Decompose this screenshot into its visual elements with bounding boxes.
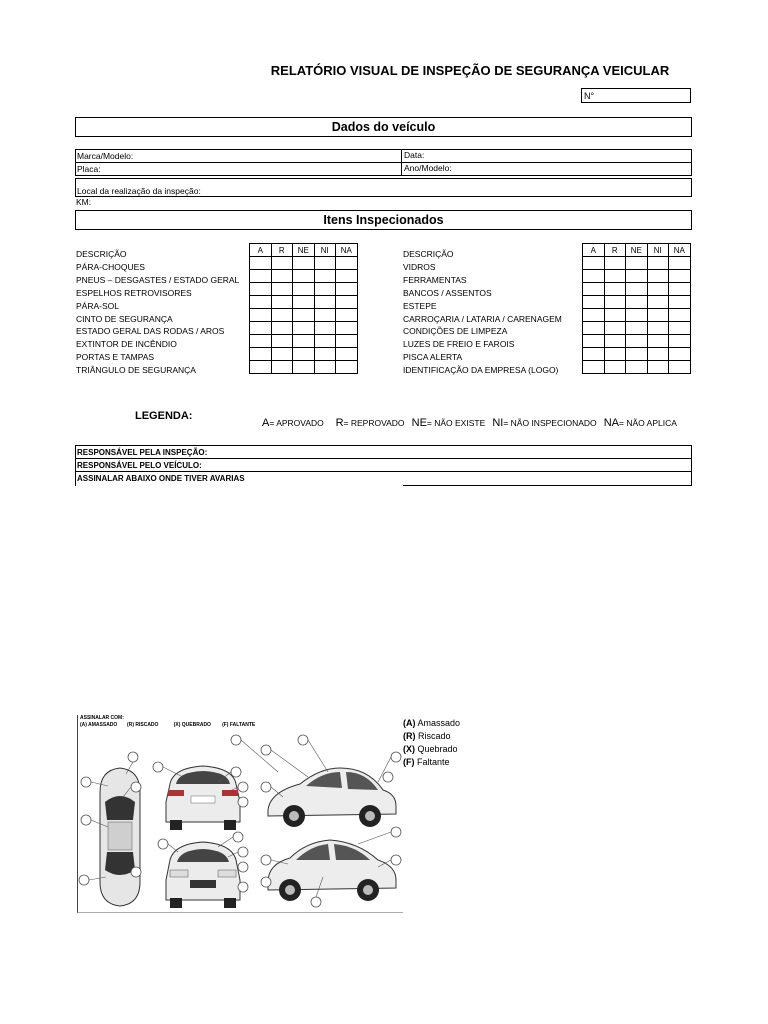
mark-damage-row xyxy=(75,471,692,486)
check-cell[interactable] xyxy=(604,322,626,335)
col-a-header: A xyxy=(583,244,605,257)
damage-key-item xyxy=(403,743,460,756)
check-cell[interactable] xyxy=(271,361,293,374)
check-cell[interactable] xyxy=(669,361,691,374)
check-row xyxy=(583,270,691,283)
check-cell[interactable] xyxy=(583,283,605,296)
check-cell[interactable] xyxy=(583,309,605,322)
plate-label: Placa: xyxy=(77,164,101,174)
check-cell[interactable] xyxy=(271,335,293,348)
check-cell[interactable] xyxy=(626,283,648,296)
check-cell[interactable] xyxy=(583,257,605,270)
damage-key-text: Amassado xyxy=(415,718,461,728)
list-item: PISCA ALERTA xyxy=(403,352,463,363)
check-cell[interactable] xyxy=(250,283,272,296)
check-cell[interactable] xyxy=(314,283,336,296)
check-cell[interactable] xyxy=(293,322,315,335)
list-item: CONDIÇÕES DE LIMPEZA xyxy=(403,326,508,337)
check-cell[interactable] xyxy=(669,335,691,348)
check-cell[interactable] xyxy=(583,348,605,361)
check-cell[interactable] xyxy=(604,283,626,296)
check-cell[interactable] xyxy=(626,296,648,309)
divider-line xyxy=(403,485,692,486)
check-cell[interactable] xyxy=(271,270,293,283)
check-row xyxy=(583,361,691,374)
list-item: ESPELHOS RETROVISORES xyxy=(76,287,192,298)
list-item: ESTEPE xyxy=(403,300,437,311)
check-row xyxy=(250,335,358,348)
check-cell[interactable] xyxy=(271,296,293,309)
report-number-field[interactable]: N° xyxy=(581,88,691,103)
check-cell[interactable] xyxy=(604,348,626,361)
vehicle-section-header: Dados do veículo xyxy=(75,117,692,137)
check-cell[interactable] xyxy=(604,335,626,348)
legend-ni-code: NI xyxy=(492,417,504,429)
legend-label: LEGENDA: xyxy=(135,410,193,422)
check-cell[interactable] xyxy=(336,335,358,348)
check-cell[interactable] xyxy=(336,296,358,309)
check-row xyxy=(583,283,691,296)
check-cell[interactable] xyxy=(669,309,691,322)
check-cell[interactable] xyxy=(336,257,358,270)
check-cell[interactable] xyxy=(314,348,336,361)
legend-ne-code: NE xyxy=(411,417,427,429)
list-item: PORTAS E TAMPAS xyxy=(76,352,155,363)
panel-option: (R) RISCADO xyxy=(127,722,159,728)
check-cell[interactable] xyxy=(626,361,648,374)
check-cell[interactable] xyxy=(626,322,648,335)
check-cell[interactable] xyxy=(604,309,626,322)
check-row xyxy=(583,309,691,322)
list-item: VIDROS xyxy=(403,261,436,272)
check-cell[interactable] xyxy=(626,270,648,283)
check-cell[interactable] xyxy=(314,322,336,335)
check-cell[interactable] xyxy=(293,296,315,309)
check-cell[interactable] xyxy=(314,335,336,348)
list-item: PNEUS – DESGASTES / ESTADO GERAL xyxy=(76,274,240,285)
col-ni-header: NI xyxy=(314,244,336,257)
check-row xyxy=(583,322,691,335)
car-front-view-icon xyxy=(166,842,240,908)
check-cell[interactable] xyxy=(293,348,315,361)
list-item: PÁRA-SOL xyxy=(76,300,119,311)
check-cell[interactable] xyxy=(647,257,669,270)
desc-header-left: DESCRIÇÃO xyxy=(76,249,127,259)
left-check-grid[interactable] xyxy=(249,243,358,374)
check-cell[interactable] xyxy=(293,270,315,283)
col-na-header: NA xyxy=(336,244,358,257)
list-item: TRIÂNGULO DE SEGURANÇA xyxy=(76,365,196,376)
col-r-header: R xyxy=(604,244,626,257)
grid-header-row xyxy=(250,244,358,257)
check-cell[interactable] xyxy=(669,283,691,296)
right-grid-body xyxy=(583,257,691,374)
list-item: FERRAMENTAS xyxy=(403,274,467,285)
left-item-list xyxy=(76,248,239,377)
check-cell[interactable] xyxy=(336,270,358,283)
inspection-location-row[interactable] xyxy=(75,178,692,197)
damage-key-text: Quebrado xyxy=(415,744,458,754)
damage-key-code: (F) xyxy=(403,757,415,767)
col-na-header: NA xyxy=(669,244,691,257)
check-cell[interactable] xyxy=(669,296,691,309)
check-cell[interactable] xyxy=(336,361,358,374)
check-row xyxy=(250,296,358,309)
check-cell[interactable] xyxy=(271,309,293,322)
panel-header: ASSINALAR COM: xyxy=(80,715,124,721)
check-cell[interactable] xyxy=(314,296,336,309)
check-cell[interactable] xyxy=(271,283,293,296)
damage-key-text: Riscado xyxy=(415,731,451,741)
col-ne-header: NE xyxy=(293,244,315,257)
car-diagram[interactable] xyxy=(78,732,403,912)
check-cell[interactable] xyxy=(669,270,691,283)
check-cell[interactable] xyxy=(293,335,315,348)
legend-ni-text: = NÃO INSPECIONADO xyxy=(503,418,597,428)
damage-key-text: Faltante xyxy=(414,757,450,767)
left-grid-body xyxy=(250,257,358,374)
panel-option: (F) FALTANTE xyxy=(222,722,256,728)
responsible-inspection-label: RESPONSÁVEL PELA INSPEÇÃO: xyxy=(77,448,208,457)
check-cell[interactable] xyxy=(604,257,626,270)
legend xyxy=(262,417,677,429)
car-side-view-icon xyxy=(268,768,396,827)
year-model-label: Ano/Modelo: xyxy=(404,163,452,173)
check-cell[interactable] xyxy=(293,309,315,322)
car-rear-view-icon xyxy=(166,766,240,830)
col-r-header: R xyxy=(271,244,293,257)
desc-header-right: DESCRIÇÃO xyxy=(403,249,454,259)
check-cell[interactable] xyxy=(314,270,336,283)
mark-damage-label: ASSINALAR ABAIXO ONDE TIVER AVARIAS xyxy=(77,474,245,483)
check-cell[interactable] xyxy=(250,257,272,270)
check-cell[interactable] xyxy=(626,348,648,361)
damage-key-code: (R) xyxy=(403,731,416,741)
damage-key-item xyxy=(403,717,460,730)
panel-option: (X) QUEBRADO xyxy=(173,722,211,728)
damage-diagram-panel[interactable] xyxy=(77,715,403,913)
check-cell[interactable] xyxy=(250,270,272,283)
check-cell[interactable] xyxy=(583,322,605,335)
check-cell[interactable] xyxy=(583,335,605,348)
check-row xyxy=(583,257,691,270)
check-row xyxy=(250,322,358,335)
legend-a-code: A xyxy=(262,417,270,429)
col-ne-header: NE xyxy=(626,244,648,257)
check-cell[interactable] xyxy=(669,322,691,335)
check-cell[interactable] xyxy=(583,296,605,309)
legend-a-text: = APROVADO xyxy=(269,418,324,428)
grid-header-row xyxy=(583,244,691,257)
km-label: KM: xyxy=(76,197,92,207)
check-cell[interactable] xyxy=(626,335,648,348)
list-item: LUZES DE FREIO E FAROIS xyxy=(403,339,515,350)
check-cell[interactable] xyxy=(647,296,669,309)
check-row xyxy=(583,335,691,348)
check-cell[interactable] xyxy=(604,296,626,309)
check-cell[interactable] xyxy=(626,257,648,270)
check-cell[interactable] xyxy=(293,257,315,270)
brand-model-label: Marca/Modelo: xyxy=(77,151,134,161)
check-cell[interactable] xyxy=(336,283,358,296)
check-cell[interactable] xyxy=(604,361,626,374)
legend-na-text: = NÃO APLICA xyxy=(619,418,677,428)
check-cell[interactable] xyxy=(647,335,669,348)
check-cell[interactable] xyxy=(647,309,669,322)
panel-options xyxy=(78,722,403,729)
responsible-vehicle-row[interactable] xyxy=(75,458,692,472)
check-cell[interactable] xyxy=(583,270,605,283)
list-item: ESTADO GERAL DAS RODAS / AROS xyxy=(76,326,225,337)
check-cell[interactable] xyxy=(250,296,272,309)
date-cell xyxy=(401,149,424,163)
car-side-view-icon xyxy=(268,840,396,901)
legend-na-code: NA xyxy=(603,417,620,429)
list-item: CINTO DE SEGURANÇA xyxy=(76,313,173,324)
check-cell[interactable] xyxy=(271,257,293,270)
check-cell[interactable] xyxy=(250,348,272,361)
list-item: PÁRA-CHOQUES xyxy=(76,261,145,272)
check-cell[interactable] xyxy=(626,309,648,322)
check-cell[interactable] xyxy=(314,257,336,270)
year-model-cell xyxy=(401,162,452,176)
check-cell[interactable] xyxy=(250,309,272,322)
right-item-list xyxy=(403,248,562,377)
brand-model-row[interactable] xyxy=(75,149,692,163)
damage-key-item xyxy=(403,730,460,743)
check-row xyxy=(250,257,358,270)
check-cell[interactable] xyxy=(336,348,358,361)
col-a-header: A xyxy=(250,244,272,257)
date-label: Data: xyxy=(404,150,425,160)
check-row xyxy=(583,348,691,361)
check-row xyxy=(250,348,358,361)
responsible-vehicle-label: RESPONSÁVEL PELO VEÍCULO: xyxy=(77,461,202,470)
check-cell[interactable] xyxy=(604,270,626,283)
report-title: RELATÓRIO VISUAL DE INSPEÇÃO DE SEGURANÇA VEICULAR xyxy=(270,63,670,78)
check-cell[interactable] xyxy=(336,322,358,335)
check-row xyxy=(583,296,691,309)
check-cell[interactable] xyxy=(647,283,669,296)
plate-row[interactable] xyxy=(75,162,692,176)
legend-ne-text: = NÃO EXISTE xyxy=(426,418,486,428)
check-cell[interactable] xyxy=(314,361,336,374)
legend-r-text: = REPROVADO xyxy=(343,418,405,428)
damage-key-code: (X) xyxy=(403,744,415,754)
list-item: IDENTIFICAÇÃO DA EMPRESA (LOGO) xyxy=(403,365,559,376)
check-cell[interactable] xyxy=(647,361,669,374)
legend-r-code: R xyxy=(335,417,344,429)
panel-option: (A) AMASSADO xyxy=(80,722,118,728)
check-cell[interactable] xyxy=(647,348,669,361)
check-cell[interactable] xyxy=(271,348,293,361)
check-cell[interactable] xyxy=(250,335,272,348)
check-cell[interactable] xyxy=(669,257,691,270)
check-cell[interactable] xyxy=(583,361,605,374)
check-cell[interactable] xyxy=(669,348,691,361)
damage-key xyxy=(403,717,460,769)
check-row xyxy=(250,283,358,296)
responsible-inspection-row[interactable] xyxy=(75,445,692,459)
check-cell[interactable] xyxy=(271,322,293,335)
damage-key-code: (A) xyxy=(403,718,416,728)
check-cell[interactable] xyxy=(250,361,272,374)
check-row xyxy=(250,309,358,322)
right-check-grid[interactable] xyxy=(582,243,691,374)
inspection-location-label: Local da realização da inspeção: xyxy=(77,186,201,196)
col-ni-header: NI xyxy=(647,244,669,257)
check-cell[interactable] xyxy=(314,309,336,322)
items-section-header: Itens Inspecionados xyxy=(75,210,692,230)
list-item: EXTINTOR DE INCÊNDIO xyxy=(76,339,177,350)
check-cell[interactable] xyxy=(250,322,272,335)
check-cell[interactable] xyxy=(647,322,669,335)
list-item: CARROÇARIA / LATARIA / CARENAGEM xyxy=(403,313,562,324)
check-cell[interactable] xyxy=(336,309,358,322)
check-row xyxy=(250,270,358,283)
check-cell[interactable] xyxy=(293,283,315,296)
check-row xyxy=(250,361,358,374)
check-cell[interactable] xyxy=(647,270,669,283)
list-item: BANCOS / ASSENTOS xyxy=(403,287,492,298)
check-cell[interactable] xyxy=(293,361,315,374)
damage-key-item xyxy=(403,756,460,769)
